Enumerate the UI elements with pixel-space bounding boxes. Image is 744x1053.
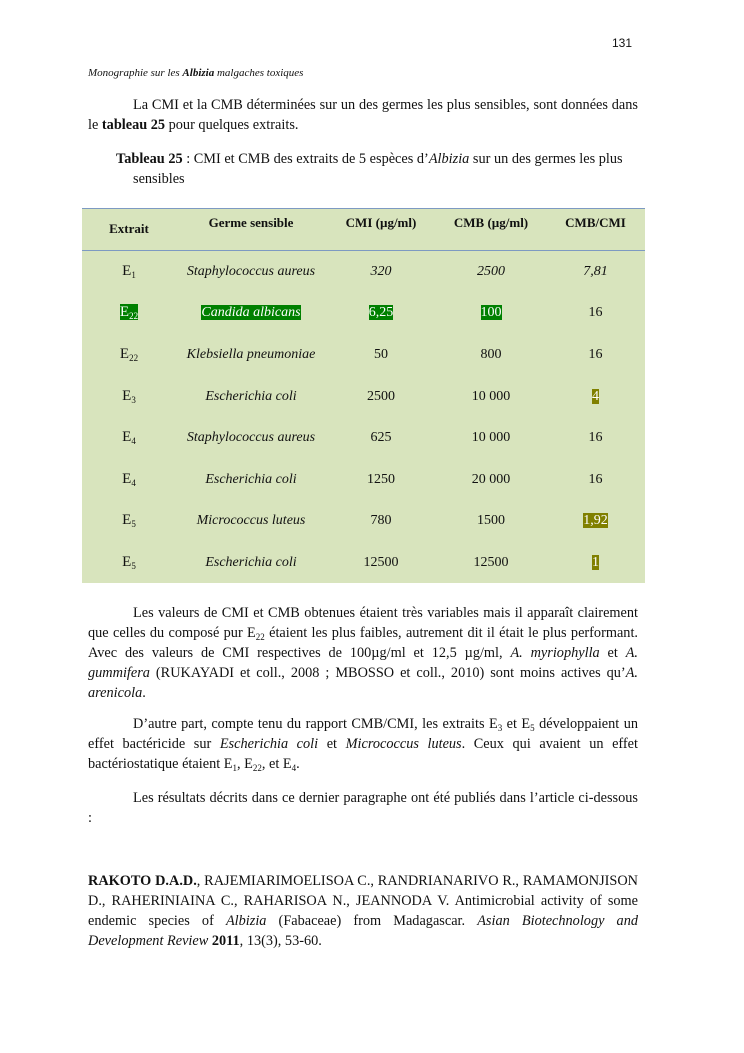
text-segment: développaient un effet bactéricide sur: [88, 716, 638, 752]
cell-germe: [176, 251, 326, 293]
cmi-value: 50: [374, 346, 388, 362]
table-row: [82, 251, 645, 293]
text-segment: 1: [131, 270, 136, 281]
text-segment: et: [318, 736, 346, 752]
text-segment: 22: [129, 311, 139, 322]
text-segment: E: [122, 553, 132, 570]
text-segment: 5: [131, 560, 136, 571]
cell-ratio: [546, 334, 645, 376]
germ-name: Escherichia coli: [205, 388, 297, 404]
cell-ratio: [546, 458, 645, 500]
text-segment: 3: [131, 394, 136, 405]
text-segment: (RUKAYADI et coll., 2008 ; MBOSSO et coll., 2010) sont moins actives qu’: [149, 665, 626, 681]
ratio-value: 16: [588, 305, 603, 321]
cell-ratio: [546, 542, 645, 584]
header-extrait: Extrait: [109, 221, 149, 236]
text-segment: et E: [502, 716, 531, 732]
cell-cmb: [436, 500, 546, 542]
cmi-value: 320: [370, 264, 392, 280]
text-segment: A. arenicola: [88, 665, 638, 701]
cell-extrait: [82, 292, 176, 334]
cell-cmi: [326, 251, 436, 293]
cell-germe: [176, 417, 326, 459]
text-segment: A. gummifera: [88, 645, 639, 681]
text-segment: 3: [497, 723, 503, 733]
cell-germe: [176, 542, 326, 584]
cell-cmb: [436, 542, 546, 584]
table-row: [82, 334, 645, 376]
text-segment: Albizia: [225, 913, 267, 929]
text-segment: La CMI et la CMB déterminées sur un des germes les plus sensibles, sont données dans le: [88, 97, 638, 133]
table-row: [82, 292, 645, 334]
ratio-value: 16: [588, 471, 603, 487]
cell-extrait: [82, 417, 176, 459]
extrait-label: [122, 388, 136, 404]
text-segment: .: [142, 685, 146, 701]
text-segment: Albizia: [428, 151, 470, 167]
cell-extrait: [82, 334, 176, 376]
text-segment: sur un des germes les plus sensibles: [133, 151, 623, 187]
text-segment: tableau 25: [101, 117, 166, 133]
table-row: [82, 375, 645, 417]
table-header-row: [82, 209, 645, 251]
ratio-value: 16: [588, 346, 603, 362]
header-ratio: CMB/CMI: [565, 215, 626, 230]
text-segment: (Fabaceae) from Madagascar.: [266, 913, 478, 929]
page-number: 131: [612, 36, 633, 50]
cmi-value: 625: [370, 430, 392, 446]
cmb-value: 20 000: [471, 471, 511, 487]
text-segment: A. myriophylla: [510, 645, 600, 661]
text-segment: 5: [131, 519, 136, 530]
text-segment: 1: [232, 763, 237, 773]
ratio-value: 7,81: [583, 264, 608, 280]
cell-germe: [176, 500, 326, 542]
germ-name: Klebsiella pneumoniae: [186, 346, 316, 362]
cell-ratio: [546, 375, 645, 417]
running-header: [88, 67, 303, 79]
ratio-value: 1,92: [583, 513, 608, 529]
text-segment: E: [122, 429, 132, 446]
text-segment: malgaches toxiques: [214, 67, 304, 79]
cell-cmi: [326, 375, 436, 417]
extrait-label: [122, 263, 136, 279]
text-segment: Asian Biotechnology and Development Review: [88, 913, 638, 949]
text-segment: 4: [131, 477, 136, 488]
text-segment: 2011: [211, 933, 240, 949]
cell-extrait: [82, 458, 176, 500]
text-segment: E: [122, 470, 132, 487]
ratio-value: 16: [588, 430, 603, 446]
text-segment: Monographie sur les: [88, 67, 183, 79]
paragraph-3: [88, 788, 638, 828]
germ-name: Escherichia coli: [205, 471, 297, 487]
cmb-value: 10 000: [471, 388, 511, 404]
cmb-value: 800: [480, 346, 502, 362]
paragraph-1: [88, 603, 638, 703]
cell-cmb: [436, 417, 546, 459]
text-segment: . Ceux qui avaient un effet bactériostatique étaient E: [88, 736, 639, 772]
cell-cmi: [326, 542, 436, 584]
germ-name: Escherichia coli: [205, 554, 297, 570]
text-segment: , RAJEMIARIMOELISOA C., RANDRIANARIVO R., RAMAMONJISON D., RAHERINIAINA C., RAHARISOA N., JEANNODA V. Antimicrobial activity of some endemic species of: [88, 873, 638, 929]
text-segment: Les résultats décrits dans ce dernier paragraphe ont été publiés dans l’article ci-dessous :: [88, 790, 638, 826]
text-segment: , 13(3), 53-60.: [239, 933, 322, 949]
text-segment: Albizia: [182, 67, 215, 79]
text-segment: 5: [530, 723, 535, 733]
text-segment: étaient les plus faibles, autrement dit il était le plus performant. Avec des valeurs de CMI respectives de 100µg/ml et 12,5 µg/ml,: [88, 625, 639, 661]
text-segment: 22: [255, 632, 265, 642]
text-segment: Escherichia coli: [219, 736, 319, 752]
cell-extrait: [82, 251, 176, 293]
cell-cmb: [436, 292, 546, 334]
cell-ratio: [546, 500, 645, 542]
intro-paragraph: [88, 95, 638, 135]
extrait-label: [120, 346, 138, 362]
text-segment: Tableau 25: [116, 151, 183, 167]
text-segment: E: [119, 304, 130, 321]
text-segment: , E: [237, 756, 253, 772]
text-segment: 4: [291, 763, 297, 773]
cell-extrait: [82, 375, 176, 417]
header-germe: Germe sensible: [208, 215, 294, 230]
cmb-value: 12500: [473, 554, 509, 570]
cell-cmb: [436, 375, 546, 417]
germ-name: Candida albicans: [201, 305, 301, 321]
text-segment: .: [296, 756, 300, 772]
extrait-label: [122, 512, 136, 528]
table-caption: [116, 149, 653, 189]
cell-germe: [176, 292, 326, 334]
cmb-value: 2500: [477, 264, 505, 280]
cell-cmb: [436, 251, 546, 293]
text-segment: RAKOTO D.A.D.: [88, 873, 197, 889]
paragraph-2: [88, 714, 638, 774]
cell-cmi: [326, 500, 436, 542]
text-segment: Les valeurs de CMI et CMB obtenues étaient très variables mais il apparaît clairement que celles du composé pur E: [88, 605, 638, 641]
cmb-value: 1500: [477, 513, 505, 529]
cell-cmi: [326, 417, 436, 459]
cell-cmb: [436, 334, 546, 376]
germ-name: Staphylococcus aureus: [186, 430, 316, 446]
text-segment: E: [122, 512, 132, 529]
text-segment: pour quelques extraits.: [165, 117, 299, 133]
extrait-label: [122, 554, 136, 570]
extrait-label: [120, 304, 138, 320]
text-segment: E: [122, 263, 132, 280]
cmb-value: 100: [480, 305, 502, 321]
cell-germe: [176, 334, 326, 376]
cmi-value: 780: [370, 513, 392, 529]
cmi-value: 12500: [363, 554, 399, 570]
text-segment: 4: [131, 436, 136, 447]
table-row: [82, 542, 645, 584]
cmi-value: 6,25: [368, 305, 394, 321]
cell-cmi: [326, 292, 436, 334]
text-segment: Micrococcus luteus: [345, 736, 462, 752]
cell-ratio: [546, 417, 645, 459]
cell-ratio: [546, 251, 645, 293]
text-segment: et: [599, 645, 626, 661]
cmb-value: 10 000: [471, 430, 511, 446]
cell-germe: [176, 458, 326, 500]
table-row: [82, 500, 645, 542]
cmi-value: 2500: [367, 388, 395, 404]
text-segment: : CMI et CMB des extraits de 5 espèces d’: [182, 151, 429, 167]
germ-name: Micrococcus luteus: [196, 513, 306, 529]
text-segment: E: [122, 387, 132, 404]
germ-name: Staphylococcus aureus: [186, 264, 316, 280]
cell-cmi: [326, 458, 436, 500]
table-row: [82, 417, 645, 459]
cell-germe: [176, 375, 326, 417]
text-segment: 22: [129, 352, 139, 363]
cell-ratio: [546, 292, 645, 334]
reference-citation: [88, 871, 638, 951]
ratio-value: 4: [592, 388, 599, 404]
text-segment: E: [119, 345, 130, 362]
header-cmb: CMB (µg/ml): [453, 215, 529, 230]
ratio-value: 1: [592, 554, 599, 570]
results-table: [82, 208, 645, 583]
extrait-label: [122, 471, 136, 487]
text-segment: 22: [252, 763, 262, 773]
extrait-label: [122, 429, 136, 445]
text-segment: D’autre part, compte tenu du rapport CMB/CMI, les extraits E: [133, 716, 498, 732]
cell-cmi: [326, 334, 436, 376]
cell-extrait: [82, 500, 176, 542]
cell-extrait: [82, 542, 176, 584]
header-cmi: CMI (µg/ml): [345, 215, 417, 230]
cmi-value: 1250: [367, 471, 395, 487]
cell-cmb: [436, 458, 546, 500]
table-row: [82, 458, 645, 500]
text-segment: , et E: [261, 756, 292, 772]
